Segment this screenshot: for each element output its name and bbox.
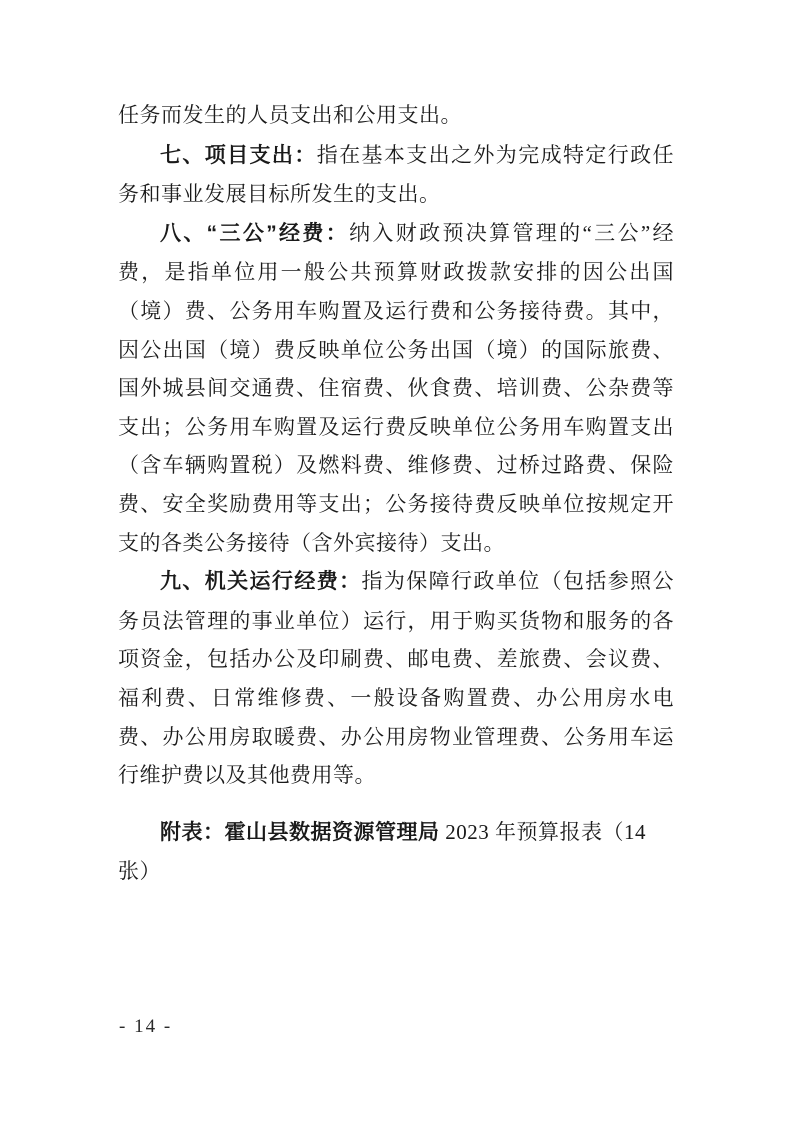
body-paragraph-continuation [118, 96, 674, 136]
attachment-text: 2023 年预算报表（14 张） [118, 819, 646, 884]
paragraph-text: 任务而发生的人员支出和公用支出。 [118, 103, 462, 127]
paragraph-text: 指在基本支出之外为完成特定行政任务和事业发展目标所发生的支出。 [118, 142, 675, 207]
paragraph-lead: 八、“三公”经费： [160, 221, 350, 245]
page-number: - 14 - [119, 1016, 173, 1037]
attachment-note [118, 813, 674, 891]
paragraph-lead: 七、项目支出： [160, 143, 317, 167]
paragraph-lead: 九、机关运行经费： [160, 570, 362, 594]
body-paragraph-item-8 [118, 214, 674, 562]
body-paragraph-item-7 [118, 136, 674, 214]
paragraph-text: 指为保障行政单位（包括参照公务员法管理的事业单位）运行，用于购买货物和服务的各项资金，包括办公及印刷费、邮电费、差旅费、会议费、福利费、日常维修费、一般设备购置费、办公用房水电费、办公用房取暖费、办公用房物业管理费、公务用车运行维护费以及其他费用等。 [118, 569, 675, 788]
document-body [118, 96, 674, 891]
body-paragraph-item-9 [118, 562, 674, 795]
attachment-lead: 附表：霍山县数据资源管理局 [160, 820, 440, 844]
paragraph-text: 纳入财政预决算管理的“三公”经费，是指单位用一般公共预算财政拨款安排的因公出国（境）费、公务用车购置及运行费和公务接待费。其中，因公出国（境）费反映单位公务出国（境）的国际旅费、国外城县间交通费、住宿费、伙食费、培训费、公杂费等支出；公务用车购置及运行费反映单位公务用车购置支出（含车辆购置税）及燃料费、维修费、过桥过路费、保险费、安全奖励费用等支出；公务接待费反映单位按规定开支的各类公务接待（含外宾接待）支出。 [118, 220, 675, 555]
